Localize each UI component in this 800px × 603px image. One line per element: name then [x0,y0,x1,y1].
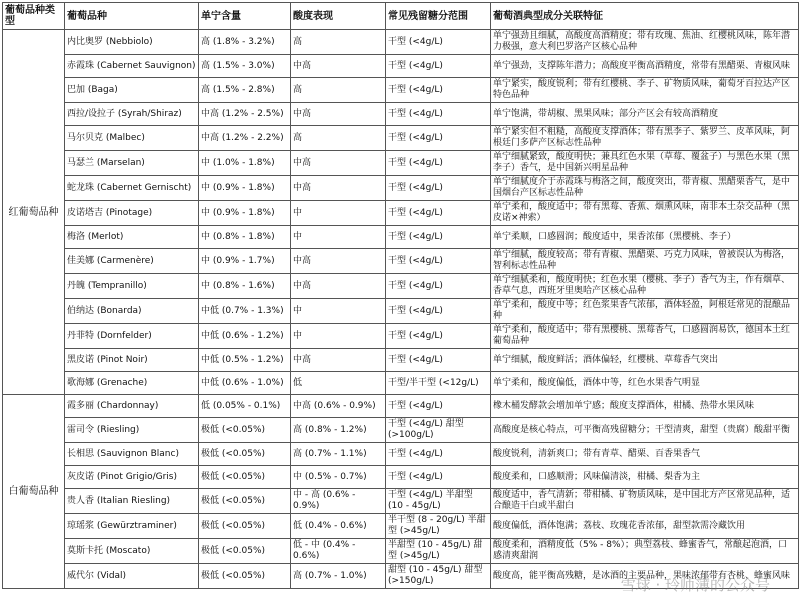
tannin-cell: 中 (0.9% - 1.7%) [199,249,291,274]
header-tannin: 单宁含量 [199,3,291,30]
characteristics-cell: 酸度柔和，酒精度低（5% - 8%）；典型荔枝、蜂蜜香气，常酿起泡酒，口感清爽甜润 [491,539,799,564]
sugar-cell: 干型 (<4g/L) [386,443,491,466]
sugar-cell: 甜型 (10 - 45g/L) 甜型 (>150g/L) [386,564,491,589]
acidity-cell: 高 (0.7% - 1.0%) [291,564,386,589]
variety-cell: 贵人香 (Italian Riesling) [65,489,199,514]
tannin-cell: 极低 (<0.05%) [199,418,291,443]
acidity-cell: 高 [291,78,386,103]
table-row [3,226,799,249]
tannin-cell: 中低 (0.6% - 1.0%) [199,372,291,395]
acidity-cell: 高 (0.7% - 1.1%) [291,443,386,466]
variety-cell: 霞多丽 (Chardonnay) [65,395,199,418]
variety-cell: 伯纳达 (Bonarda) [65,299,199,324]
sugar-cell: 干型 (<4g/L) [386,151,491,176]
characteristics-cell: 单宁柔和，酸度适中；带有黑莓、香蕉、烟熏风味，南非本土杂交品种（黑皮诺×神索） [491,201,799,226]
variety-cell: 梅洛 (Merlot) [65,226,199,249]
tannin-cell: 中 (0.8% - 1.6%) [199,274,291,299]
characteristics-cell: 酸度柔和，口感顺滑；风味偏清淡，柑橘、梨香为主 [491,466,799,489]
characteristics-cell: 单宁强劲，支撑陈年潜力；高酸度平衡高酒精度，常带有黑醋栗、青椒风味 [491,55,799,78]
acidity-cell: 中高 [291,249,386,274]
acidity-cell: 中高 [291,103,386,126]
tannin-cell: 高 (1.8% - 3.2%) [199,30,291,55]
tannin-cell: 中高 (1.2% - 2.2%) [199,126,291,151]
sugar-cell: 干型 (<4g/L) [386,30,491,55]
sugar-cell: 干型 (<4g/L) [386,55,491,78]
acidity-cell: 中 [291,324,386,349]
tannin-cell: 高 (1.5% - 3.0%) [199,55,291,78]
table-row [3,418,799,443]
header-grape-variety: 葡萄品种 [65,3,199,30]
characteristics-cell: 酸度高，能平衡高残糖，是冰酒的主要品种，果味浓郁带有杏桃、蜂蜜风味 [491,564,799,589]
header-characteristics: 葡萄酒典型成分关联特征 [491,3,799,30]
table-row [3,489,799,514]
sugar-cell: 干型 (<4g/L) [386,249,491,274]
tannin-cell: 中 (0.8% - 1.8%) [199,226,291,249]
variety-cell: 琼瑶浆 (Gewürztraminer) [65,514,199,539]
table-row [3,395,799,418]
acidity-cell: 中 (0.5% - 0.7%) [291,466,386,489]
variety-cell: 莫斯卡托 (Moscato) [65,539,199,564]
table-row [3,55,799,78]
characteristics-cell: 单宁强劲且细腻，高酸度高酒精度；带有玫瑰、焦油、红樱桃风味，陈年潜力极强，意大利巴罗洛产区核心品种 [491,30,799,55]
tannin-cell: 中 (0.9% - 1.8%) [199,176,291,201]
tannin-cell: 极低 (<0.05%) [199,539,291,564]
variety-cell: 马尔贝克 (Malbec) [65,126,199,151]
tannin-cell: 中低 (0.7% - 1.3%) [199,299,291,324]
sugar-cell: 干型 (<4g/L) [386,226,491,249]
header-row [3,3,799,30]
acidity-cell: 中高 [291,176,386,201]
variety-cell: 雷司令 (Riesling) [65,418,199,443]
characteristics-cell: 单宁细腻紧致，酸度明快；兼具红色水果（草莓、覆盆子）与黑色水果（黑李子）香气，是中国新兴明星品种 [491,151,799,176]
characteristics-cell: 单宁细腻度介于赤霞珠与梅洛之间，酸度突出，带青椒、黑醋栗香气，是中国烟台产区标志性品种 [491,176,799,201]
variety-cell: 威代尔 (Vidal) [65,564,199,589]
characteristics-cell: 酸度适中，香气清新；带柑橘、矿物质风味，是中国北方产区常见品种，适合酿造干白或半甜白 [491,489,799,514]
variety-cell: 灰皮诺 (Pinot Grigio/Gris) [65,466,199,489]
table-row [3,443,799,466]
sugar-cell: 干型 (<4g/L) [386,126,491,151]
table-row [3,372,799,395]
characteristics-cell: 单宁紧实，酸度锐利；带有红樱桃、李子、矿物质风味，葡萄牙百拉达产区特色品种 [491,78,799,103]
variety-cell: 巴加 (Baga) [65,78,199,103]
acidity-cell: 低 - 中 (0.4% - 0.6%) [291,539,386,564]
characteristics-cell: 单宁饱满，带胡椒、黑果风味；部分产区会有较高酒精度 [491,103,799,126]
grape-type-cell: 白葡萄品种 [3,395,65,589]
table-row [3,176,799,201]
table-row [3,78,799,103]
acidity-cell: 高 (0.8% - 1.2%) [291,418,386,443]
variety-cell: 内比奥罗 (Nebbiolo) [65,30,199,55]
grape-type-cell: 红葡萄品种 [3,30,65,395]
sugar-cell: 半干型 (8 - 20g/L) 半甜型 (>45g/L) [386,514,491,539]
table-row [3,324,799,349]
header-acidity: 酸度表现 [291,3,386,30]
variety-cell: 皮诺塔吉 (Pinotage) [65,201,199,226]
sugar-cell: 干型/半干型 (<12g/L) [386,372,491,395]
variety-cell: 佳美娜 (Carmenère) [65,249,199,274]
tannin-cell: 极低 (<0.05%) [199,443,291,466]
table-row [3,274,799,299]
variety-cell: 长相思 (Sauvignon Blanc) [65,443,199,466]
header-residual-sugar: 常见残留糖分范围 [386,3,491,30]
tannin-cell: 极低 (<0.05%) [199,466,291,489]
table-row [3,151,799,176]
tannin-cell: 中 (1.0% - 1.8%) [199,151,291,176]
watermark: 雪球 · 玲师薄的公众号 [621,574,770,595]
characteristics-cell: 单宁柔和，酸度偏低，酒体中等，红色水果香气明显 [491,372,799,395]
characteristics-cell: 单宁柔和，酸度中等；红色浆果香气浓郁，酒体轻盈，阿根廷常见的混酿品种 [491,299,799,324]
tannin-cell: 低 (0.05% - 0.1%) [199,395,291,418]
tannin-cell: 极低 (<0.05%) [199,489,291,514]
acidity-cell: 中高 [291,151,386,176]
variety-cell: 歌海娜 (Grenache) [65,372,199,395]
table-row [3,299,799,324]
sugar-cell: 干型 (<4g/L) [386,176,491,201]
tannin-cell: 高 (1.5% - 2.8%) [199,78,291,103]
acidity-cell: 中高 [291,55,386,78]
acidity-cell: 中 [291,226,386,249]
characteristics-cell: 酸度偏低，酒体饱满；荔枝、玫瑰花香浓郁，甜型款需冷藏饮用 [491,514,799,539]
acidity-cell: 中 [291,201,386,226]
table-row [3,539,799,564]
sugar-cell: 干型 (<4g/L) [386,324,491,349]
sugar-cell: 干型 (<4g/L) [386,299,491,324]
tannin-cell: 极低 (<0.05%) [199,564,291,589]
wine-grape-table [2,2,799,589]
sugar-cell: 干型 (<4g/L) 半甜型 (10 - 45g/L) [386,489,491,514]
characteristics-cell: 酸度锐利，清新爽口；带有青草、醋栗、百香果香气 [491,443,799,466]
sugar-cell: 干型 (<4g/L) [386,78,491,103]
header-grape-type: 葡萄品种类型 [3,3,65,30]
table-row [3,249,799,274]
sugar-cell: 干型 (<4g/L) 甜型 (>100g/L) [386,418,491,443]
acidity-cell: 低 [291,372,386,395]
characteristics-cell: 单宁细腻柔和，酸度明快；红色水果（樱桃、李子）香气为主，作有烟草、香草气息，西班牙里奥哈产区核心品种 [491,274,799,299]
acidity-cell: 高 [291,30,386,55]
acidity-cell: 中高 (0.6% - 0.9%) [291,395,386,418]
sugar-cell: 干型 (<4g/L) [386,349,491,372]
table-row [3,201,799,226]
characteristics-cell: 单宁紧实但不粗糙，高酸度支撑酒体；带有黑李子、紫罗兰、皮革风味，阿根廷门多萨产区标志性品种 [491,126,799,151]
acidity-cell: 中高 [291,274,386,299]
acidity-cell: 高 [291,126,386,151]
table-row [3,514,799,539]
variety-cell: 西拉/设拉子 (Syrah/Shiraz) [65,103,199,126]
tannin-cell: 极低 (<0.05%) [199,514,291,539]
tannin-cell: 中 (0.9% - 1.8%) [199,201,291,226]
acidity-cell: 中高 [291,349,386,372]
variety-cell: 丹魄 (Tempranillo) [65,274,199,299]
variety-cell: 蛇龙珠 (Cabernet Gernischt) [65,176,199,201]
acidity-cell: 中 - 高 (0.6% - 0.9%) [291,489,386,514]
variety-cell: 黑皮诺 (Pinot Noir) [65,349,199,372]
table-row [3,466,799,489]
characteristics-cell: 单宁柔和，酸度适中；带有黑樱桃、黑莓香气，口感圆润易饮，德国本土红葡萄品种 [491,324,799,349]
table-row [3,30,799,55]
tannin-cell: 中低 (0.5% - 1.2%) [199,349,291,372]
characteristics-cell: 单宁柔顺，口感圆润；酸度适中，果香浓郁（黑樱桃、李子） [491,226,799,249]
characteristics-cell: 单宁细腻，酸度鲜活；酒体偏轻，红樱桃、草莓香气突出 [491,349,799,372]
acidity-cell: 中 [291,299,386,324]
tannin-cell: 中低 (0.6% - 1.2%) [199,324,291,349]
sugar-cell: 干型 (<4g/L) [386,201,491,226]
table-row [3,103,799,126]
sugar-cell: 干型 (<4g/L) [386,466,491,489]
table-row [3,349,799,372]
variety-cell: 马瑟兰 (Marselan) [65,151,199,176]
variety-cell: 丹菲特 (Dornfelder) [65,324,199,349]
variety-cell: 赤霞珠 (Cabernet Sauvignon) [65,55,199,78]
characteristics-cell: 橡木桶发酵款会增加单宁感；酸度支撑酒体，柑橘、热带水果风味 [491,395,799,418]
sugar-cell: 干型 (<4g/L) [386,395,491,418]
characteristics-cell: 单宁细腻，酸度较高；带有青椒、黑醋栗、巧克力风味，曾被误认为梅洛，智利标志性品种 [491,249,799,274]
sugar-cell: 半甜型 (10 - 45g/L) 甜型 (>45g/L) [386,539,491,564]
sugar-cell: 干型 (<4g/L) [386,103,491,126]
tannin-cell: 中高 (1.2% - 2.5%) [199,103,291,126]
table-row [3,126,799,151]
sugar-cell: 干型 (<4g/L) [386,274,491,299]
characteristics-cell: 高酸度是核心特点，可平衡高残留糖分；干型清爽，甜型（贵腐）酸甜平衡 [491,418,799,443]
acidity-cell: 低 (0.4% - 0.6%) [291,514,386,539]
